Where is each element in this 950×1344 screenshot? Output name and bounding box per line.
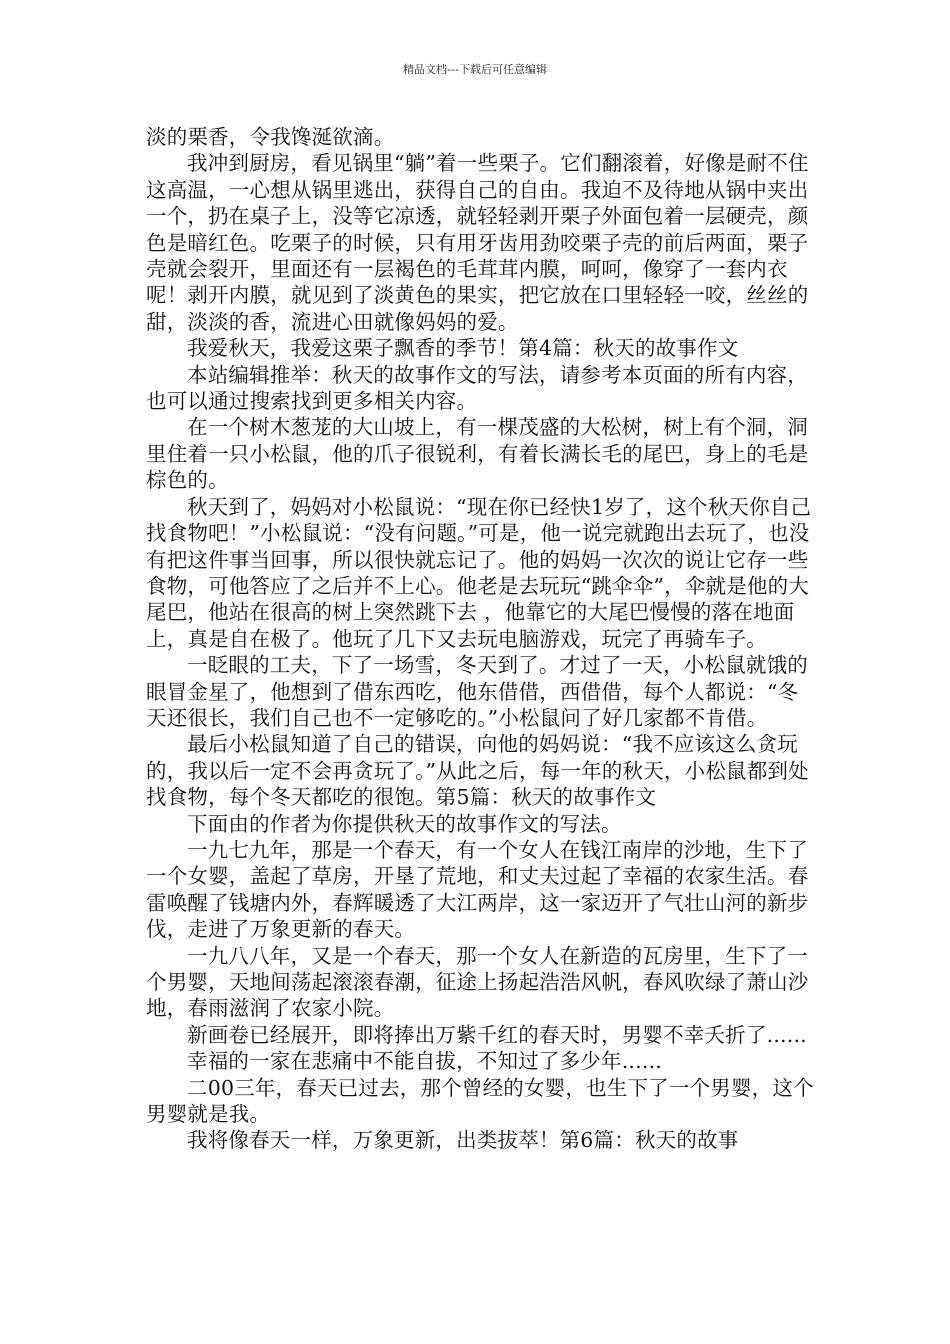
paragraph: 一眨眼的工夫，下了一场雪，冬天到了。才过了一天，小松鼠就饿的眼冒金星了，他想到了借东西吃，他东借借，西借借，每个人都说：“冬天还很长，我们自己也不一定够吃的。”小松鼠问了好几家都不肯借。 <box>146 653 808 730</box>
paragraph: 我将像春天一样，万象更新，出类拔萃！第6篇：秋天的故事 <box>187 1128 739 1153</box>
paragraph: 秋天到了，妈妈对小松鼠说：“现在你已经快1岁了，这个秋天你自己找食物吧！”小松鼠说：“没有问题。”可是，他一说完就跑出去玩了，也没有把这件事当回事，所以很快就忘记了。他的妈妈一次次的说让它存一些食物，可他答应了之后并不上心。他老是去玩玩“跳伞伞”，伞就是他的大尾巴，他站在很高的树上突然跳下去 ，他靠它的大尾巴慢慢的落在地面上，真是自在极了。他玩了几下又去玩电脑游戏，玩完了再骑车子。 <box>146 494 812 651</box>
paragraph: 最后小松鼠知道了自己的错误，向他的妈妈说：“我不应该这么贪玩的，我以后一定不会再贪玩了。”从此之后，每一年的秋天，小松鼠都到处找食物，每个冬天都吃的很饱。第5篇：秋天的故事作文 <box>146 732 809 810</box>
paragraph: 幸福的一家在悲痛中不能自拔，不知过了多少年...... <box>187 1049 662 1074</box>
paragraph: 新画卷已经展开，即将捧出万紫千红的春天时，男婴不幸夭折了...... <box>187 1022 807 1047</box>
paragraph: 本站编辑推举：秋天的故事作文的写法，请参考本页面的所有内容，也可以通过搜索找到更多相关内容。 <box>146 362 808 414</box>
document-body <box>146 124 814 1154</box>
paragraph: 我爱秋天，我爱这栗子飘香的季节！第4篇：秋天的故事作文 <box>187 336 739 361</box>
paragraph: 二00三年，春天已过去，那个曾经的女婴，也生下了一个男婴，这个男婴就是我。 <box>146 1075 814 1127</box>
paragraph: 一九八八年，又是一个春天，那一个女人在新造的瓦房里，生下了一个男婴，天地间荡起滚滚春潮，征途上扬起浩浩风帆，春风吹绿了萧山沙地，春雨滋润了农家小院。 <box>146 943 809 1021</box>
paragraph: 一九七九年，那是一个春天，有一个女人在钱江南岸的沙地，生下了一个女婴，盖起了草房，开垦了荒地，和丈夫过起了幸福的农家生活。春雷唤醒了钱塘内外，春辉暖透了大江两岸，这一家迈开了气壮山河的新步伐，走进了万象更新的春天。 <box>146 837 809 942</box>
paragraph: 在一个树木葱茏的大山坡上，有一棵茂盛的大松树，树上有个洞，洞里住着一只小松鼠，他的爪子很锐利，有着长满长毛的尾巴，身上的毛是棕色的。 <box>146 415 809 493</box>
paragraph: 我冲到厨房，看见锅里“躺”着一些栗子。它们翻滚着，好像是耐不住这高温，一心想从锅里逃出，获得自己的自由。我迫不及待地从锅中夹出一个，扔在桌子上，没等它凉透，就轻轻剥开栗子外面包着一层硬壳，颜色是暗红色。吃栗子的时候，只有用牙齿用劲咬栗子壳的前后两面，栗子壳就会裂开，里面还有一层褐色的毛茸茸内膜，呵呵，像穿了一套内衣呢！剥开内膜，就见到了淡黄色的果实，把它放在口里轻轻一咬，丝丝的甜，淡淡的香，流进心田就像妈妈的爱。 <box>146 151 809 334</box>
paragraph: 淡的栗香，令我馋涎欲滴。 <box>146 125 395 149</box>
paragraph: 下面由的作者为你提供秋天的故事作文的写法。 <box>187 811 622 836</box>
page-header: 精品文档---下载后可任意编辑 <box>403 63 547 76</box>
